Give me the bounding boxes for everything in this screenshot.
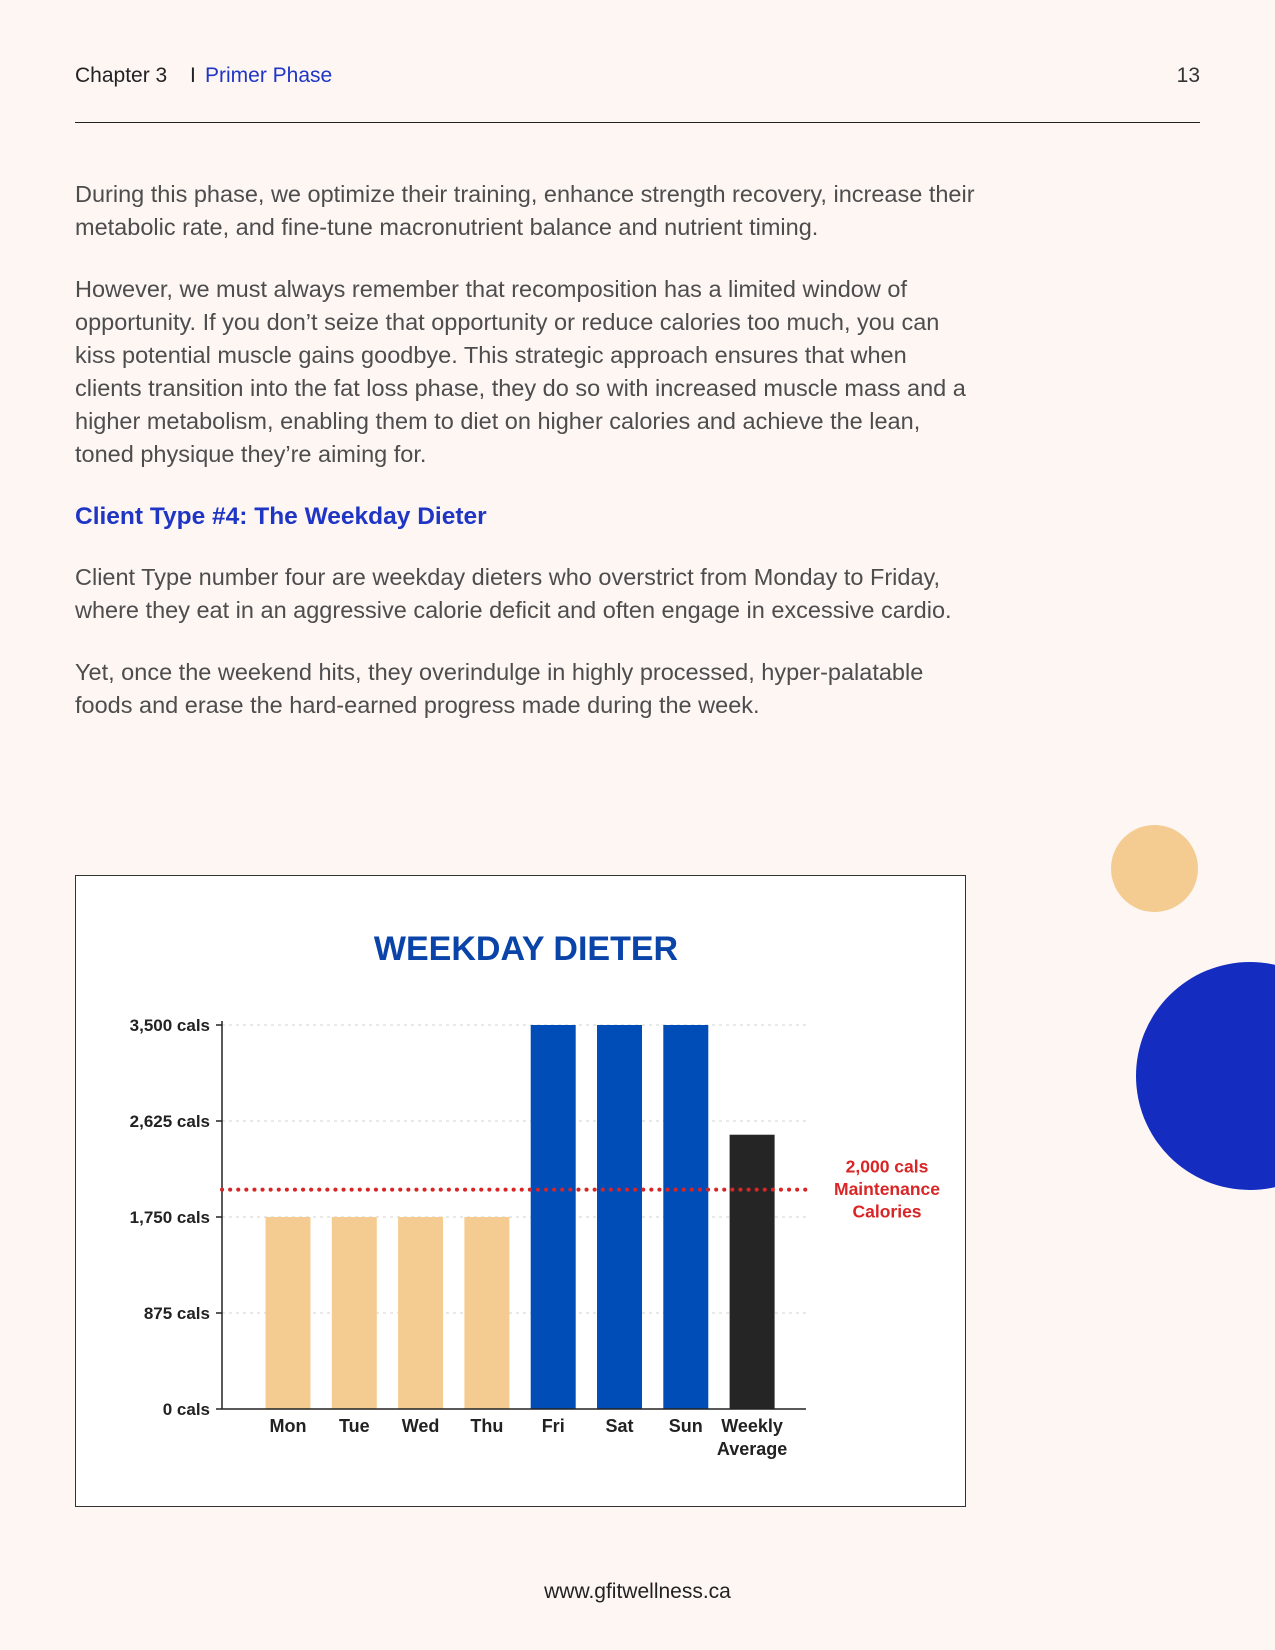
body-text	[75, 178, 975, 751]
paragraph: Client Type number four are weekday dieters who overstrict from Monday to Friday, where they eat in an aggressive calorie deficit and often engage in excessive cardio.	[75, 564, 952, 623]
x-tick-label: Average	[716, 1439, 788, 1459]
bar-sat	[597, 1025, 642, 1409]
maintenance-label: Calories	[852, 1201, 922, 1222]
y-tick-label: 1,750 cals	[129, 1208, 210, 1227]
x-tick-label: Sun	[668, 1416, 703, 1436]
bar-tue	[332, 1217, 377, 1409]
maintenance-label: 2,000 cals	[845, 1156, 929, 1177]
y-tick-label: 2,625 cals	[129, 1112, 210, 1131]
x-tick-label: Weekly	[721, 1416, 783, 1436]
x-tick-label: Fri	[541, 1416, 565, 1436]
footer-website: www.gfitwellness.ca	[544, 1580, 731, 1603]
chapter-label: Chapter 3	[75, 64, 168, 87]
y-tick-label: 0 cals	[162, 1400, 210, 1419]
section-heading: Client Type #4: The Weekday Dieter	[75, 503, 487, 530]
chart-container	[75, 875, 966, 1507]
x-tick-label: Thu	[470, 1416, 504, 1436]
bar-chart	[76, 876, 967, 1508]
page-header	[75, 60, 1200, 90]
paragraph: During this phase, we optimize their training, enhance strength recovery, increase their metabolic rate, and fine-tune macronutrient balance and nutrient timing.	[75, 181, 975, 240]
bar-fri	[531, 1025, 576, 1409]
paragraph: However, we must always remember that recomposition has a limited window of opportunity. If you don’t seize that opportunity or reduce calories too much, you can kiss potential muscle gains goodbye. This strategic approach ensures that when clients transition into the fat loss phase, they do so with increased muscle mass and a higher metabolism, enabling them to diet on higher calories and achieve the lean, toned physique they’re aiming for.	[75, 276, 966, 467]
bar-sun	[663, 1025, 708, 1409]
y-tick-label: 875 cals	[143, 1304, 210, 1323]
maintenance-label: Maintenance	[834, 1179, 940, 1200]
decorative-blue-circle	[1136, 962, 1275, 1190]
paragraph: Yet, once the weekend hits, they overindulge in highly processed, hyper-palatable foods and erase the hard-earned progress made during the week.	[75, 659, 924, 718]
page-number: 13	[1176, 64, 1200, 87]
x-tick-label: Sat	[605, 1416, 634, 1436]
header-separator: I	[190, 64, 196, 87]
section-label: Primer Phase	[205, 64, 333, 87]
bar-weekly-average	[730, 1135, 775, 1409]
bar-mon	[266, 1217, 311, 1409]
chart-title: WEEKDAY DIETER	[373, 930, 679, 968]
x-tick-label: Mon	[269, 1416, 307, 1436]
decorative-tan-circle	[1111, 825, 1198, 912]
x-tick-label: Tue	[338, 1416, 370, 1436]
y-tick-label: 3,500 cals	[129, 1016, 210, 1035]
bar-wed	[398, 1217, 443, 1409]
header-divider	[75, 122, 1200, 123]
bar-thu	[464, 1217, 509, 1409]
x-tick-label: Wed	[401, 1416, 440, 1436]
